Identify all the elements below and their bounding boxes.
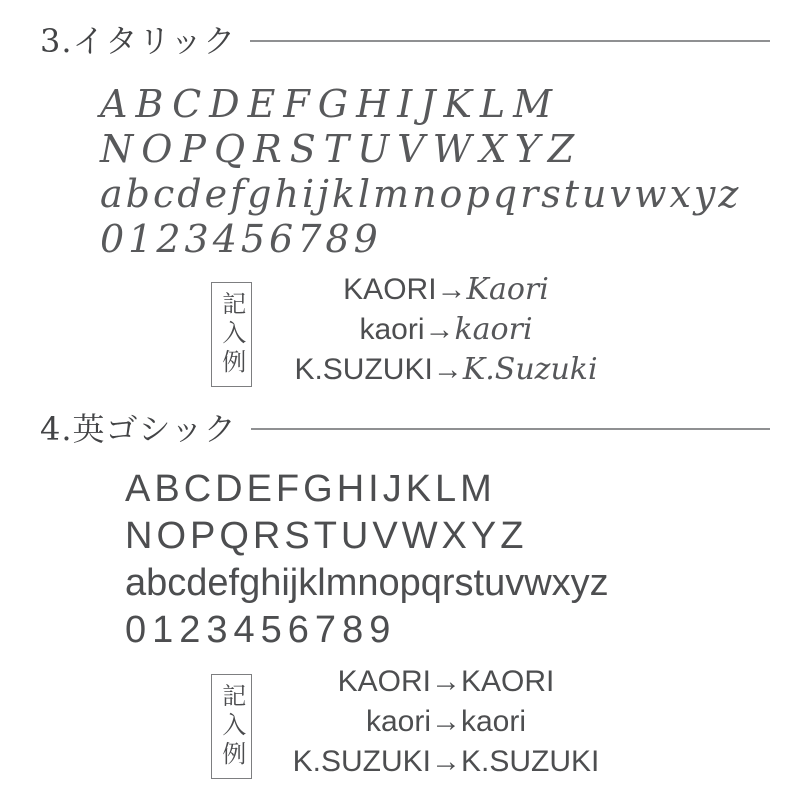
arrow-right-icon: → [431,665,461,698]
example-input-text: kaori [359,313,425,346]
alphabet-row-lowercase: abcdefghijklmnopqrstuvwxyz [125,562,609,604]
gothic-example-lines [210,662,682,782]
italic-examples-block [0,270,800,392]
example-input-text: K.SUZUKI [294,353,433,386]
example-output-text: K.SUZUKI [461,745,600,778]
divider-line [250,40,770,42]
entry-example-label-box: 記入例 [211,282,252,387]
section-italic [0,22,800,392]
example-input-text: KAORI [337,665,431,698]
example-line [210,270,682,310]
italic-alphabet-specimen [100,82,800,262]
example-output-text: kaori [461,705,527,738]
arrow-right-icon: → [436,273,467,306]
example-output-text: kaori [454,312,533,347]
arrow-right-icon: → [432,353,463,386]
section-gothic-header [0,410,800,448]
alphabet-row-uppercase-n-z: NOPQRSTUVWXYZ [100,127,583,171]
entry-example-label-box: 記入例 [211,674,252,779]
italic-example-lines [210,270,682,390]
example-line [210,350,682,390]
arrow-right-icon: → [424,313,455,346]
example-line [210,742,682,782]
example-input-text: K.SUZUKI [292,745,431,778]
gothic-examples-block [0,662,800,784]
section-italic-title: 3.イタリック [40,22,237,60]
section-italic-header [0,22,800,60]
example-input-text: kaori [365,705,431,738]
alphabet-row-lowercase: abcdefghijklmnopqrstuvwxyz [100,172,742,216]
example-line [210,310,682,350]
arrow-right-icon: → [431,745,461,778]
alphabet-row-uppercase-a-m: ABCDEFGHIJKLM [125,468,496,510]
example-line [210,662,682,702]
alphabet-row-uppercase-n-z: NOPQRSTUVWXYZ [125,515,528,557]
alphabet-row-digits: 0123456789 [125,609,397,651]
example-input-text: KAORI [343,273,437,306]
example-output-text: K.Suzuki [462,352,598,387]
example-output-text: KAORI [461,665,555,698]
alphabet-row-uppercase-a-m: ABCDEFGHIJKLM [100,82,560,126]
gothic-alphabet-specimen [125,466,800,654]
divider-line [251,428,770,430]
arrow-right-icon: → [431,705,461,738]
section-gothic [0,410,800,784]
alphabet-row-digits: 0123456789 [100,217,382,261]
section-gothic-title: 4.英ゴシック [40,410,237,448]
example-output-text: Kaori [466,272,549,307]
example-line [210,702,682,742]
